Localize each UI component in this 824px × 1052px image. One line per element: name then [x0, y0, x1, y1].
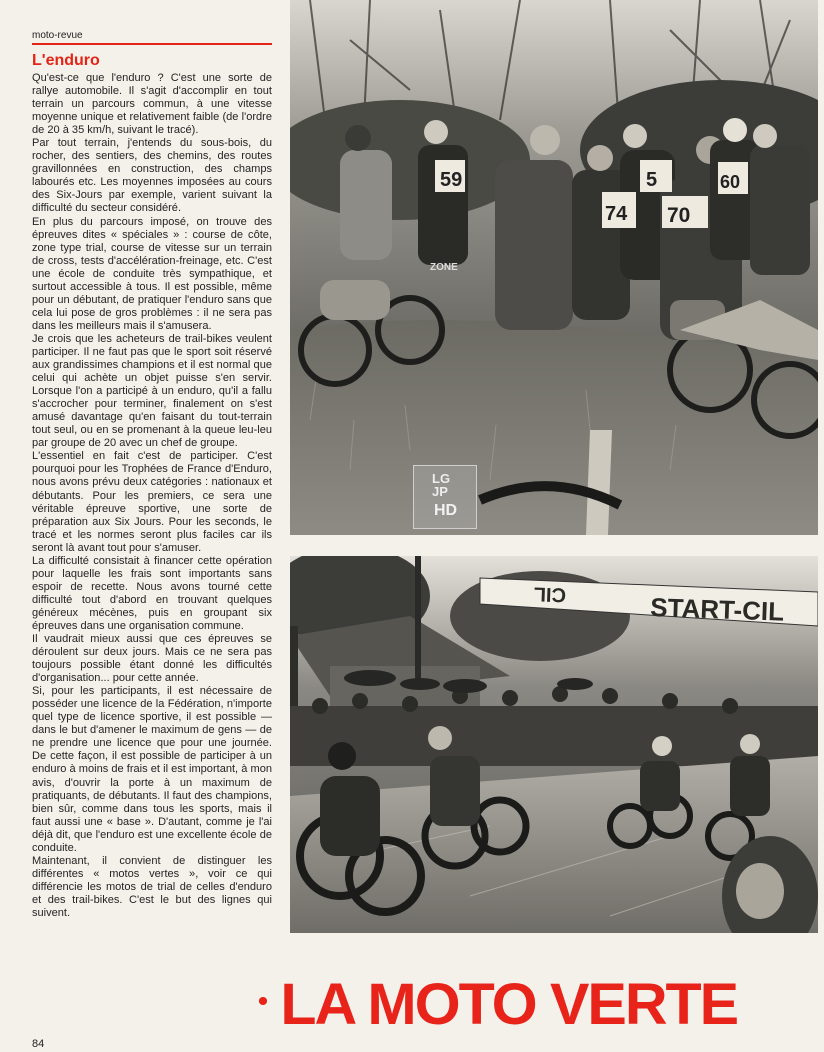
- section-label: moto-revue: [32, 30, 83, 41]
- bib-number: 74: [605, 203, 628, 225]
- watermark-text: HD: [434, 502, 458, 519]
- headline-text: LA MOTO VERTE: [280, 972, 738, 1037]
- start-banner: START-CIL: [649, 592, 785, 627]
- paragraph: Il vaudrait mieux aussi que ces épreuves se déroulent sur deux jours. Mais ce ne sera pas toujours possible étant donné les difficultés d'organisation... pour cette année.: [32, 633, 272, 685]
- zone-sign: ZONE: [430, 262, 458, 273]
- watermark-logo: [413, 465, 477, 529]
- page-number: 84: [32, 1038, 45, 1050]
- photo-riders-woods: [290, 0, 818, 535]
- paragraph: En plus du parcours imposé, on trouve des épreuves dites « spéciales » : course de côte, zone type trial, course de vitesse sur un terrain de cross, tests d'accélération-freinage, etc. C'est une école de conduite très sympathique, et surtout accessible à tous. Il est possible, même pour un débutant, de pratiquer l'enduro sans que cela lui pose de gros problèmes : il ne sera pas dans les meilleurs mais il s'amusera.: [32, 215, 272, 332]
- paragraph: Maintenant, il convient de distinguer les différentes « motos vertes », voir ce qui différencie les motos de trial de celles d'enduro et des trail-bikes. C'est le but des lignes qui suivent.: [32, 854, 272, 919]
- photo-race-start: [290, 556, 818, 933]
- paragraph: L'essentiel en fait c'est de participer. C'est pourquoi pour les Trophées de France d'Enduro, nous avons prévu deux catégories : nationaux et débutants. Pour les premiers, ce sera une véritable épreuve sportive, une sorte de préparation aux Six Jours. Pour les seconds, le tracé et les normes seront plus faciles car ils seront là avant tout pour s'amuser.: [32, 450, 272, 554]
- bib-number: 5: [646, 169, 658, 191]
- page-headline: • LA MOTO VERTE: [258, 972, 738, 1037]
- watermark-text: JP: [432, 484, 448, 499]
- paragraph: Par tout terrain, j'entends du sous-bois, du rocher, des sentiers, des chemins, des routes gravillonnées en construction, des champs labourés etc. Les moyennes imposées au cours des Six-Jours par exemple, varient suivant la difficulté du secteur considéré.: [32, 137, 272, 215]
- bib-number: 60: [720, 172, 741, 192]
- paragraph: Si, pour les participants, il est nécessaire de posséder une licence de la Fédération, n'importe quel type de licence sportive, il est possible — dans le but d'amener le maximum de gens — de ne prendre une licence que pour une journée. De cette façon, il est possible de participer à un enduro à moins de frais et il est important, à mon avis, d'ouvrir la porte à un maximum de pratiquants, de débutants. Il faut des champions, bien sûr, comme dans tous les sports, mais il faut aussi une « base ». D'autant, comme je l'ai déjà dit, que l'enduro est une excellente école de conduite.: [32, 685, 272, 854]
- header-rule: [32, 43, 272, 45]
- paragraph: Je crois que les acheteurs de trail-bikes veulent participer. Il ne faut pas que le sport soit réservé aux grandissimes champions et il est normal que celui qui achète un objet puisse s'en servir. Lorsque l'on a participé à un enduro, qu'il a fallu s'accrocher pour terminer, finalement on s'est amusé davantage qu'en faisant du tout-terrain tout seul, ou en se promenant à la queue leu-leu par groupe de 20 avec un chef de groupe.: [32, 332, 272, 450]
- watermark-text: LG: [432, 471, 451, 486]
- paragraph: La difficulté consistait à financer cette opération pour laquelle les frais sont importants sans espoir de recette. Nous avons tourné cette difficulté tout d'abord en trouvant quelques généreux mécènes, puis en groupant six épreuves dans une organisation commune.: [32, 554, 272, 632]
- article-body: [32, 72, 272, 920]
- start-banner: CIL: [533, 582, 567, 606]
- bib-number: 70: [667, 204, 691, 227]
- article-title: L'enduro: [32, 52, 100, 69]
- paragraph: Qu'est-ce que l'enduro ? C'est une sorte de rallye automobile. Il s'agit d'accomplir en tout terrain un parcours commun, à une vitesse moyenne unique et relativement faible (de l'ordre de 20 à 35 km/h, suivant le tracé).: [32, 72, 272, 137]
- bib-number: 59: [440, 169, 463, 191]
